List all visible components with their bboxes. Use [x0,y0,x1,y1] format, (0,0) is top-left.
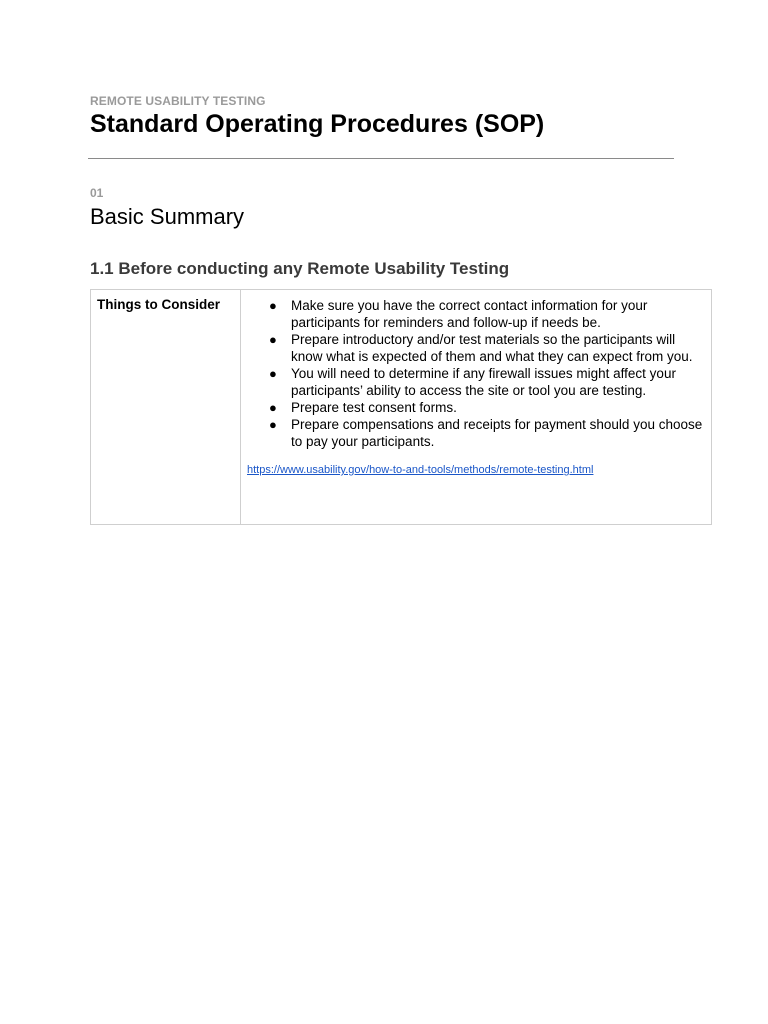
list-item-text: Prepare compensations and receipts for payment should you choose to pay your participants. [291,417,703,449]
table-content-cell [241,290,712,525]
document-eyebrow: REMOTE USABILITY TESTING [90,94,266,108]
table-label: Things to Consider [97,297,220,312]
table-row [91,290,712,525]
considerations-list [247,297,705,450]
list-item [247,297,705,331]
list-item [247,399,705,416]
bullet-icon: ● [269,298,277,313]
title-divider [88,158,674,159]
section-number: 01 [90,186,104,200]
list-item [247,416,705,450]
section-title: Basic Summary [90,204,245,229]
table-label-cell [91,290,241,525]
list-item [247,365,705,399]
bullet-icon: ● [269,366,277,381]
list-item-text: You will need to determine if any firewall issues might affect your participants’ ability to access the site or tool you are testing. [291,366,676,398]
list-item-text: Make sure you have the correct contact information for your participants for reminders and follow-up if needs be. [291,298,648,330]
subsection-title: 1.1 Before conducting any Remote Usability Testing [90,259,510,278]
list-item-text: Prepare test consent forms. [291,400,457,415]
considerations-table [90,289,712,525]
reference-link[interactable]: https://www.usability.gov/how-to-and-tools/methods/remote-testing.html [247,464,594,476]
document-title: Standard Operating Procedures (SOP) [90,110,545,138]
list-item [247,331,705,365]
bullet-icon: ● [269,417,277,432]
bullet-icon: ● [269,332,277,347]
bullet-icon: ● [269,400,277,415]
list-item-text: Prepare introductory and/or test materials so the participants will know what is expected of them and what they can expect from you. [291,332,693,364]
